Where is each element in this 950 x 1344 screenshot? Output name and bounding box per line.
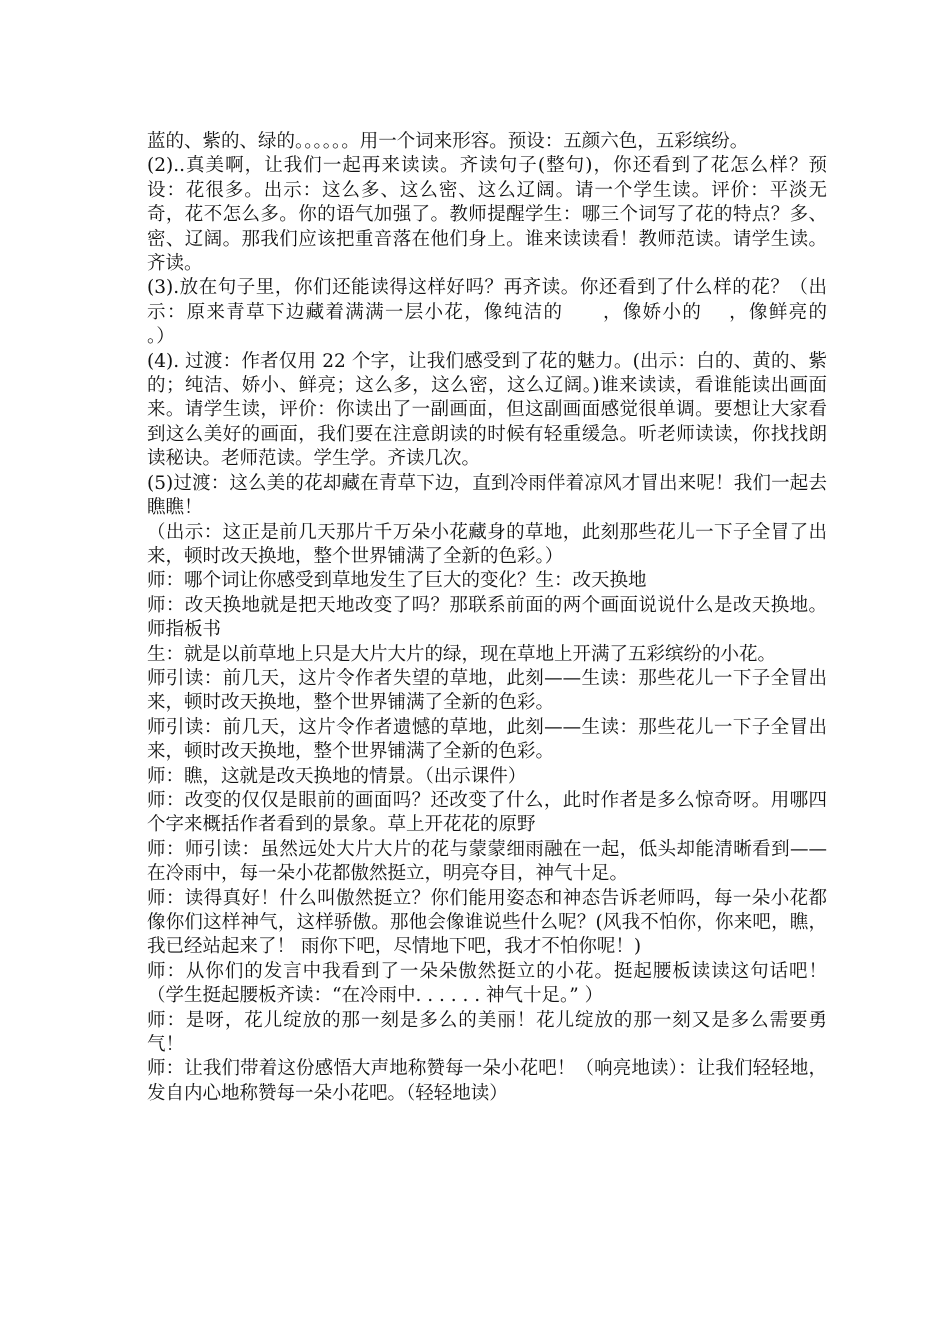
paragraph-guided-reading-1: 师引读：前几天，这片令作者失望的草地，此刻——生读：那些花儿一下子全冒出来，顿时改天换地，整个世界铺满了全新的色彩。 <box>147 667 827 714</box>
paragraph-praise: 师：读得真好！什么叫傲然挺立？你们能用姿态和神态告诉老师吗，每一朵小花都像你们这样神气，这样骄傲。那他会像谁说些什么呢？(风我不怕你，你来吧，瞧，我已经站起来了！ 雨你下吧，尽情地下吧，我才不怕你呢！) <box>147 887 827 958</box>
paragraph-step-2: (2)..真美啊，让我们一起再来读读。齐读句子(整句)，你还看到了花怎么样？预设：花很多。出示：这么多、这么密、这么辽阔。请一个学生读。评价：平淡无奇，花不怎么多。你的语气加强了。教师提醒学生：哪三个词写了花的特点？多、密、辽阔。那我们应该把重音落在他们身上。谁来读读看！教师范读。请学生读。齐读。 <box>147 155 827 275</box>
paragraph-scene: 师：瞧，这就是改天换地的情景。（出示课件） <box>147 765 527 787</box>
paragraph-final-reading: 师：让我们带着这份感悟大声地称赞每一朵小花吧！（响亮地读）：让我们轻轻地，发自内心地称赞每一朵小花吧。（轻轻地读） <box>147 1058 827 1104</box>
paragraph-step-5: (5)过渡：这么美的花却藏在青草下边，直到冷雨伴着凉风才冒出来呢！我们一起去瞧瞧！ <box>147 472 827 519</box>
paragraph-student-answer: 生：就是以前草地上只是大片大片的绿，现在草地上开满了五彩缤纷的小花。 <box>147 643 777 665</box>
lesson-text <box>147 130 865 1106</box>
paragraph-display: （出示：这正是前几天那片千万朵小花藏身的草地，此刻那些花儿一下子全冒了出来，顿时改天换地，整个世界铺满了全新的色彩。） <box>147 521 827 567</box>
paragraph-teacher-explain: 师：改天换地就是把天地改变了吗？那联系前面的两个画面说说什么是改天换地。师指板书 <box>147 594 827 641</box>
paragraph-colors: 蓝的、紫的、绿的。。。。。。用一个词来形容。预设：五颜六色，五彩缤纷。 <box>147 131 749 152</box>
paragraph-stand-read: 师：从你们的发言中我看到了一朵朵傲然挺立的小花。挺起腰板读读这句话吧！（学生挺起腰板齐读：“在冷雨中. . . . . . 神气十足。” ） <box>147 960 827 1007</box>
paragraph-bloom: 师：是呀，花儿绽放的那一刻是多么的美丽！花儿绽放的那一刻又是多么需要勇气！ <box>147 1009 827 1056</box>
paragraph-step-4: (4). 过渡：作者仅用 22 个字，让我们感受到了花的魅力。(出示：白的、黄的、紫的；纯洁、娇小、鲜亮；这么多，这么密，这么辽阔。)谁来读读，看谁能读出画面来。请学生读，评价：你读出了一副画面，但这副画面感觉很单调。要想让大家看到这么美好的画面，我们要在注意朗读的时候有轻重缓急。听老师读读，你找找朗读秘诀。老师范读。学生学。齐读几次。 <box>147 350 827 470</box>
paragraph-guided-reading-2: 师引读：前几天，这片令作者遗憾的草地，此刻——生读：那些花儿一下子全冒出来，顿时改天换地，整个世界铺满了全新的色彩。 <box>147 716 827 763</box>
paragraph-step-3: (3).放在句子里，你们还能读得这样好吗？再齐读。你还看到了什么样的花？（出示：原来青草下边藏着满满一层小花，像纯洁的 ，像娇小的 ，像鲜亮的 。） <box>147 277 865 348</box>
paragraph-teacher-question: 师：哪个词让你感受到草地发生了巨大的变化？生：改天换地 <box>147 570 647 592</box>
paragraph-change: 师：改变的仅仅是眼前的画面吗？还改变了什么，此时作者是多么惊奇呀。用哪四个字来概括作者看到的景象。草上开花花的原野 <box>147 789 827 836</box>
paragraph-guided-reading-3: 师：师引读：虽然远处大片大片的花与蒙蒙细雨融在一起，低头却能清晰看到——在冷雨中，每一朵小花都傲然挺立，明亮夺目，神气十足。 <box>147 838 827 885</box>
